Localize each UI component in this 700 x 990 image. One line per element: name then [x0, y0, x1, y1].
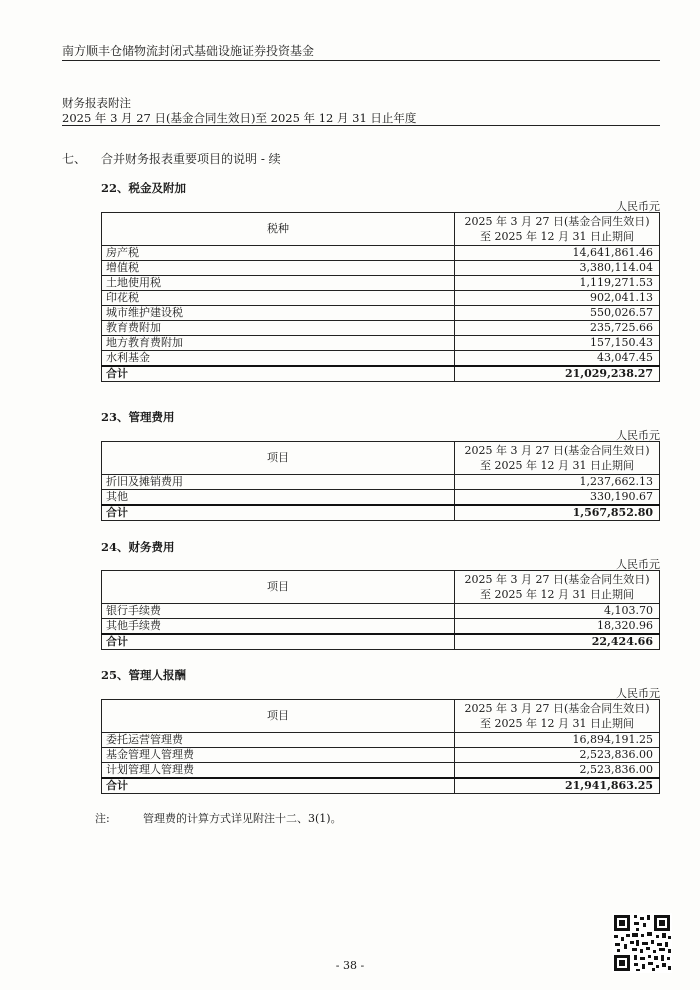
row-value: 2,523,836.00	[455, 748, 660, 763]
section-number: 七、	[62, 152, 87, 166]
row-value: 43,047.45	[455, 351, 660, 367]
table-row	[102, 336, 660, 351]
total-label: 合计	[102, 634, 455, 650]
total-value: 21,941,863.25	[455, 778, 660, 794]
row-value: 18,320.96	[455, 619, 660, 635]
page-number: - 38 -	[335, 959, 365, 972]
total-label: 合计	[102, 366, 455, 382]
row-item: 其他手续费	[102, 619, 455, 635]
table-row	[102, 291, 660, 306]
total-value: 1,567,852.80	[455, 505, 660, 521]
row-item: 增值税	[102, 261, 455, 276]
row-item: 教育费附加	[102, 321, 455, 336]
row-item: 土地使用税	[102, 276, 455, 291]
manager-fee-table-title: 25、管理人报酬	[101, 668, 187, 682]
table-row	[102, 306, 660, 321]
total-row	[102, 366, 660, 382]
finance-unit: 人民币元	[616, 558, 660, 571]
finance-col-item: 项目	[102, 571, 455, 604]
row-value: 157,150.43	[455, 336, 660, 351]
total-label: 合计	[102, 778, 455, 794]
taxes-unit: 人民币元	[616, 200, 660, 213]
row-value: 330,190.67	[455, 490, 660, 506]
doc-type: 财务报表附注	[62, 96, 131, 110]
row-value: 2,523,836.00	[455, 763, 660, 779]
period-line2: 至 2025 年 12 月 31 日止期间	[480, 230, 634, 243]
row-value: 902,041.13	[455, 291, 660, 306]
row-item: 基金管理人管理费	[102, 748, 455, 763]
manager-fee-table	[101, 699, 660, 794]
section-title: 合并财务报表重要项目的说明 - 续	[101, 152, 281, 166]
row-item: 银行手续费	[102, 604, 455, 619]
admin-col-item: 项目	[102, 442, 455, 475]
admin-col-period	[455, 442, 660, 475]
table-row	[102, 763, 660, 779]
admin-table	[101, 441, 660, 521]
total-value: 21,029,238.27	[455, 366, 660, 382]
row-value: 14,641,861.46	[455, 246, 660, 261]
total-value: 22,424.66	[455, 634, 660, 650]
total-row	[102, 634, 660, 650]
report-period: 2025 年 3 月 27 日(基金合同生效日)至 2025 年 12 月 31 日止年度	[62, 111, 417, 125]
taxes-table-title: 22、税金及附加	[101, 181, 187, 195]
admin-table-title: 23、管理费用	[101, 410, 175, 424]
period-line1: 2025 年 3 月 27 日(基金合同生效日)	[464, 444, 650, 457]
row-value: 235,725.66	[455, 321, 660, 336]
table-row	[102, 246, 660, 261]
table-row	[102, 490, 660, 506]
row-value: 550,026.57	[455, 306, 660, 321]
period-line2: 至 2025 年 12 月 31 日止期间	[480, 717, 634, 730]
table-row	[102, 619, 660, 635]
row-value: 4,103.70	[455, 604, 660, 619]
finance-col-period	[455, 571, 660, 604]
total-row	[102, 778, 660, 794]
footnote-text: 管理费的计算方式详见附注十二、3(1)。	[143, 812, 342, 825]
row-item: 委托运营管理费	[102, 733, 455, 748]
total-row	[102, 505, 660, 521]
footnote-label: 注:	[95, 812, 110, 825]
table-row	[102, 604, 660, 619]
row-item: 房产税	[102, 246, 455, 261]
period-line2: 至 2025 年 12 月 31 日止期间	[480, 588, 634, 601]
table-row	[102, 351, 660, 367]
total-label: 合计	[102, 505, 455, 521]
row-item: 水利基金	[102, 351, 455, 367]
period-line1: 2025 年 3 月 27 日(基金合同生效日)	[464, 215, 650, 228]
admin-unit: 人民币元	[616, 429, 660, 442]
taxes-table	[101, 212, 660, 382]
period-line2: 至 2025 年 12 月 31 日止期间	[480, 459, 634, 472]
row-value: 1,237,662.13	[455, 475, 660, 490]
row-item: 印花税	[102, 291, 455, 306]
period-line1: 2025 年 3 月 27 日(基金合同生效日)	[464, 573, 650, 586]
row-item: 计划管理人管理费	[102, 763, 455, 779]
row-item: 折旧及摊销费用	[102, 475, 455, 490]
table-row	[102, 261, 660, 276]
table-row	[102, 276, 660, 291]
taxes-col-item: 税种	[102, 213, 455, 246]
row-item: 其他	[102, 490, 455, 506]
table-row	[102, 748, 660, 763]
manager-fee-col-item: 项目	[102, 700, 455, 733]
taxes-col-period	[455, 213, 660, 246]
row-item: 地方教育费附加	[102, 336, 455, 351]
period-line1: 2025 年 3 月 27 日(基金合同生效日)	[464, 702, 650, 715]
table-row	[102, 475, 660, 490]
subheader-rule	[62, 125, 660, 126]
table-row	[102, 321, 660, 336]
table-row	[102, 733, 660, 748]
row-value: 16,894,191.25	[455, 733, 660, 748]
manager-fee-unit: 人民币元	[616, 687, 660, 700]
finance-table-title: 24、财务费用	[101, 540, 175, 554]
row-item: 城市维护建设税	[102, 306, 455, 321]
header-rule	[62, 60, 660, 61]
fund-name: 南方顺丰仓储物流封闭式基础设施证券投资基金	[62, 44, 315, 58]
row-value: 3,380,114.04	[455, 261, 660, 276]
row-value: 1,119,271.53	[455, 276, 660, 291]
footnote	[95, 810, 342, 826]
finance-table	[101, 570, 660, 650]
manager-fee-col-period	[455, 700, 660, 733]
